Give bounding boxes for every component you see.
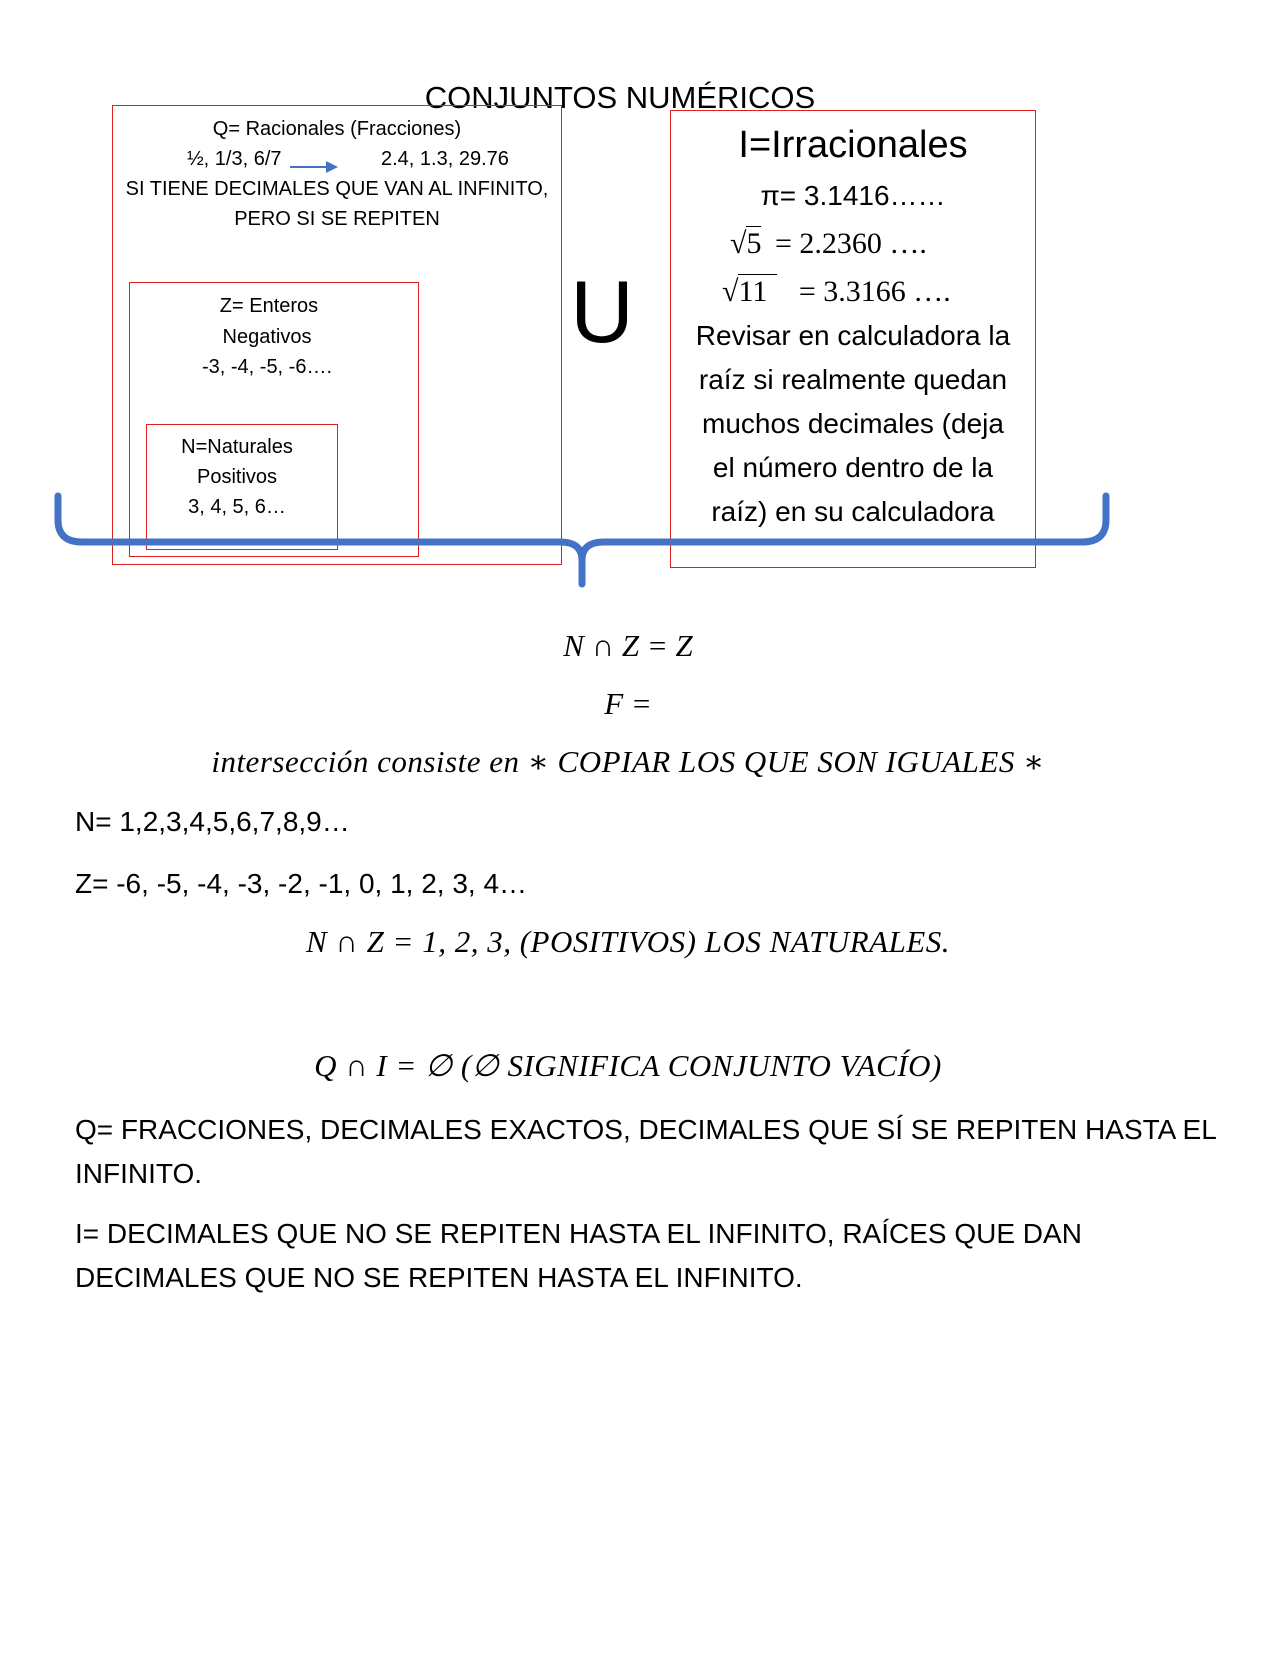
- page-title: CONJUNTOS NUMÉRICOS: [424, 80, 816, 115]
- rationals-heading: Q= Racionales (Fracciones): [212, 118, 462, 140]
- rationals-note-line2: PERO SI SE REPITEN: [234, 208, 440, 230]
- rationals-examples-fractions: ½, 1/3, 6/7: [187, 148, 282, 170]
- irrationals-heading: I=Irracionales: [738, 124, 968, 166]
- naturals-set-line: N= 1,2,3,4,5,6,7,8,9…: [75, 806, 350, 837]
- integers-subheading: Negativos: [222, 326, 312, 348]
- sqrt5-radicand: 5: [746, 227, 762, 260]
- integers-examples: -3, -4, -5, -6….: [201, 356, 333, 378]
- integers-heading: Z= Enteros: [219, 295, 319, 317]
- sqrt5-value: = 2.2360 ….: [774, 227, 927, 260]
- equation-n-intersect-z: N ∩ Z = Z: [563, 628, 693, 663]
- radical-icon: √: [722, 275, 739, 308]
- naturals-subheading: Positivos: [196, 466, 278, 488]
- rationals-note-line1: SI TIENE DECIMALES QUE VAN AL INFINITO,: [125, 178, 549, 200]
- naturals-heading: N=Naturales: [181, 436, 293, 458]
- rationals-definition-line2: INFINITO.: [75, 1158, 203, 1189]
- irrationals-note-line1: Revisar en calculadora la: [695, 320, 1011, 351]
- equation-f: F =: [604, 686, 652, 721]
- irrationals-note-line2: raíz si realmente quedan: [698, 364, 1008, 395]
- irrationals-definition-line1: I= DECIMALES QUE NO SE REPITEN HASTA EL INFINITO, RAÍCES QUE DAN: [75, 1218, 1082, 1249]
- sqrt11-radicand: 11: [738, 274, 777, 308]
- equation-q-intersect-i: Q ∩ I = ∅ (∅ SIGNIFICA CONJUNTO VACÍO): [314, 1048, 942, 1083]
- radical-icon: √: [730, 227, 747, 260]
- equation-intersection-definition: intersección consiste en ∗ COPIAR LOS QUE SON IGUALES ∗: [211, 744, 1045, 779]
- irrationals-note-line3: muchos decimales (deja: [702, 408, 1004, 439]
- irrationals-note-line4: el número dentro de la: [712, 452, 994, 483]
- curly-brace-icon: [0, 490, 1280, 590]
- irrationals-definition-line2: DECIMALES QUE NO SE REPITEN HASTA EL INFINITO.: [75, 1262, 803, 1293]
- irrationals-note-line5: raíz) en su calculadora: [711, 496, 995, 527]
- naturals-examples: 3, 4, 5, 6…: [188, 496, 286, 518]
- sqrt11-value: = 3.3166 ….: [798, 275, 951, 308]
- irrationals-pi: π= 3.1416……: [760, 180, 946, 211]
- union-symbol: U: [570, 262, 634, 361]
- sqrt5-row: [730, 224, 927, 264]
- integers-set-line: Z= -6, -5, -4, -3, -2, -1, 0, 1, 2, 3, 4…: [75, 868, 528, 899]
- sqrt11-row: [722, 272, 951, 312]
- arrow-right-icon: [290, 160, 338, 174]
- rationals-examples-decimals: 2.4, 1.3, 29.76: [381, 148, 509, 170]
- equation-n-intersect-z-result: N ∩ Z = 1, 2, 3, (POSITIVOS) LOS NATURALES.: [306, 924, 950, 959]
- rationals-definition-line1: Q= FRACCIONES, DECIMALES EXACTOS, DECIMALES QUE SÍ SE REPITEN HASTA EL: [75, 1114, 1217, 1145]
